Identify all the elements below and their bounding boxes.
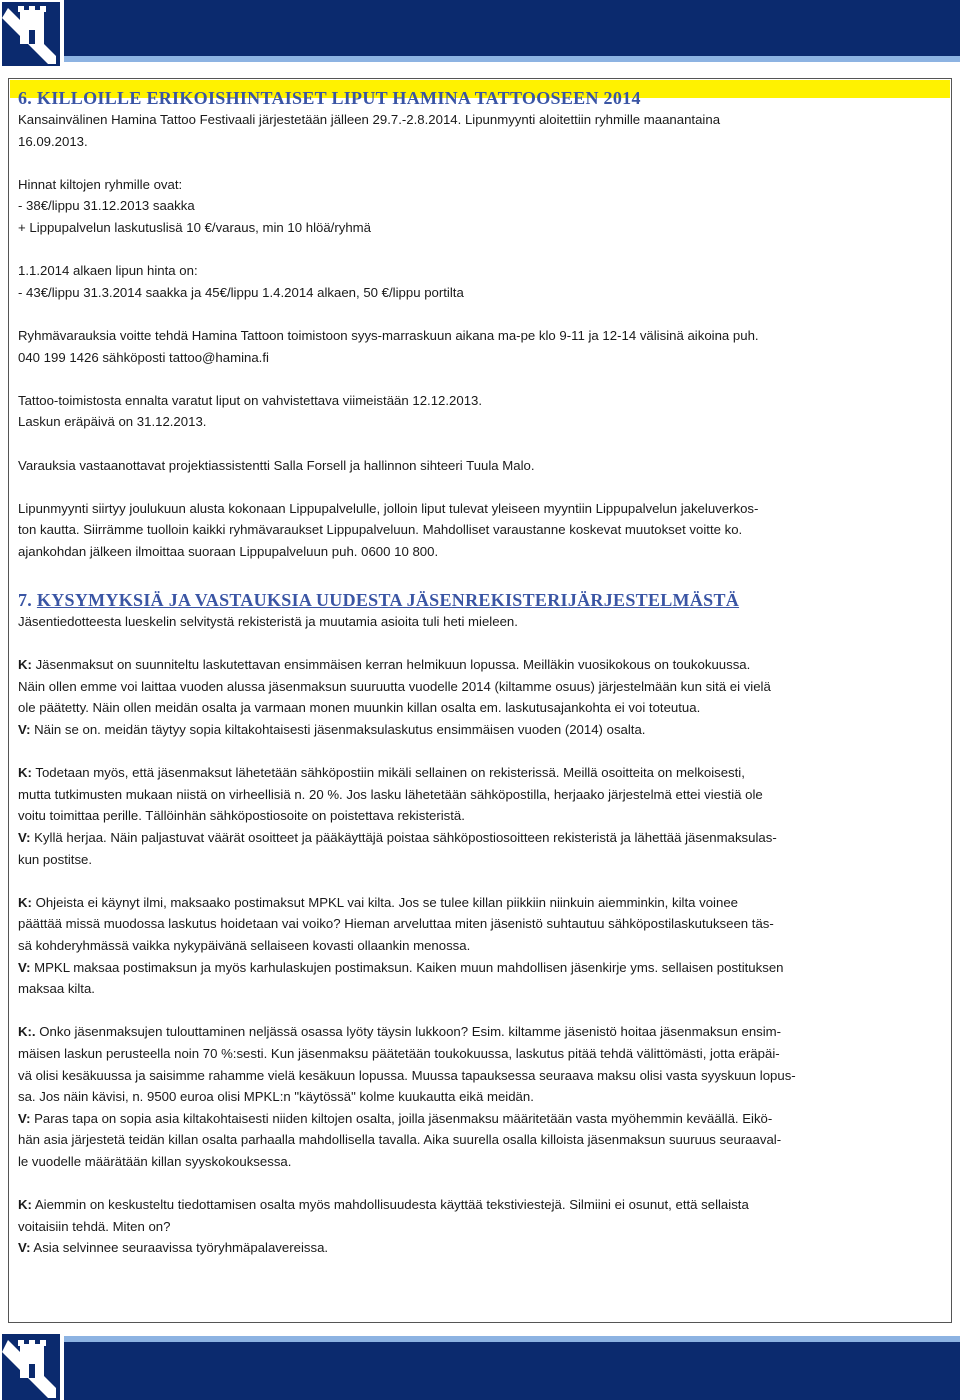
question-text: sä kohderyhmässä vaikka nykypäivänä sellaiseen kovasti ollaankin menossa. xyxy=(18,937,471,953)
answer-label: V: xyxy=(18,1110,31,1126)
question-text: voitu toimittaa perille. Tällöinhän sähköpostiosoite on poistettava rekisteristä. xyxy=(18,808,465,824)
question-line xyxy=(18,784,946,806)
answer-line xyxy=(18,719,946,741)
intro-line-2: 16.09.2013. xyxy=(18,133,88,149)
answer-line xyxy=(18,1129,946,1151)
question-label: K:. xyxy=(18,1024,36,1040)
section-7-intro: Jäsentiedotteesta lueskelin selvitystä rekisteristä ja muutamia asioita tuli heti mieleen. xyxy=(18,614,518,630)
intro-line-1: Kansainvälinen Hamina Tattoo Festivaali järjestetään jälleen 29.7.-2.8.2014. Lipunmyynti aloitettiin ryhmille maanantaina xyxy=(18,112,721,127)
question-line xyxy=(18,1021,946,1043)
answer-line xyxy=(18,1151,946,1173)
castle-tower-crest-icon xyxy=(0,1330,64,1400)
price-2014-heading: 1.1.2014 alkaen lipun hinta on: xyxy=(18,263,198,279)
answer-text: Paras tapa on sopia asia kiltakohtaisesti niiden kiltojen osalta, joilla jäsenmaksu määritetään vasta myöhemmin keväällä. Eikö- xyxy=(30,1110,773,1126)
question-text: ole päätetty. Näin ollen meidän osalta ja varmaan monen muunkin killan osalta em. laskutusajankohta ei voi toteutua. xyxy=(18,700,701,716)
question-label: K: xyxy=(18,1197,32,1213)
answer-text: kun postitse. xyxy=(18,851,93,867)
answer-line xyxy=(18,827,946,849)
section-7 xyxy=(18,590,946,1259)
question-text: päättää missä muodossa laskutus hoidetaan vai voiko? Hieman arveluttaa miten jäsenistö suhtautuu sähköpostilaskutukseen täs- xyxy=(18,916,774,932)
question-text: Jäsenmaksut on suunniteltu laskutettavan ensimmäisen kerran helmikuun lopussa. Meilläkin vuosikokous on toukokuussa. xyxy=(31,657,751,673)
confirm-line-1: Tattoo-toimistosta ennalta varatut liput on vahvistettava viimeistään 12.12.2013. xyxy=(18,392,483,408)
section-6 xyxy=(18,88,946,562)
confirm-line-2: Laskun eräpäivä on 31.12.2013. xyxy=(18,414,207,430)
section-7-heading-text: KYSYMYKSIÄ JA VASTAUKSIA UUDESTA JÄSENREKISTERIJÄRJESTELMÄSTÄ xyxy=(36,590,740,611)
question-text: vä olisi kesäkuussa ja saisimme rahamme vielä kesäkuun lopussa. Muussa tapauksessa seuraava maksu olisi vasta syyskuun lopus- xyxy=(18,1067,796,1083)
transfer-line-2: ton kautta. Siirrämme tuolloin kaikki ryhmävaraukset Lippupalveluun. Mahdolliset varaustanne koskevat muutokset voitte ko. xyxy=(18,522,743,538)
question-line xyxy=(18,762,946,784)
question-label: K: xyxy=(18,894,32,910)
contacts-line: Varauksia vastaanottavat projektiassistentti Salla Forsell ja hallinnon sihteeri Tuula Malo. xyxy=(18,457,535,473)
price-line-3: - 43€/lippu 31.3.2014 saakka ja 45€/lippu 1.4.2014 alkaen, 50 €/lippu portilta xyxy=(18,284,464,300)
answer-label: V: xyxy=(18,959,31,975)
answer-text: le vuodelle määrätään killan syyskokouksessa. xyxy=(18,1153,292,1169)
answer-text: Näin se on. meidän täytyy sopia kiltakohtaisesti jäsenmaksulaskutus ensimmäisen vuoden (2014) osalta. xyxy=(30,722,646,738)
reservation-line-2: 040 199 1426 sähköposti tattoo@hamina.fi xyxy=(18,349,269,365)
answer-label: V: xyxy=(18,830,31,845)
top-accent-stripe xyxy=(60,56,960,62)
answer-line xyxy=(18,1237,946,1259)
answer-label: V: xyxy=(18,722,31,738)
qa-item xyxy=(18,1194,946,1259)
question-line xyxy=(18,935,946,957)
question-line xyxy=(18,1065,946,1087)
section-7-number: 7. xyxy=(18,590,37,611)
question-line xyxy=(18,913,946,935)
question-text: Todetaan myös, että jäsenmaksut lähetetään sähköpostiin mikäli sellainen on rekisterissä. Meillä osoitteita on melkoisesti, xyxy=(31,765,745,781)
answer-text: maksaa kilta. xyxy=(18,981,95,997)
price-line-1: - 38€/lippu 31.12.2013 saakka xyxy=(18,198,195,214)
answer-text: MPKL maksaa postimaksun ja myös karhulaskujen postimaksun. Kaiken muun mahdollisen jäsenkirje yms. sellaisen postituksen xyxy=(30,959,784,975)
question-line xyxy=(18,1086,946,1108)
prices-heading: Hinnat kiltojen ryhmille ovat: xyxy=(18,176,183,192)
bottom-navy-band xyxy=(60,1342,960,1400)
qa-item xyxy=(18,892,946,1000)
qa-item xyxy=(18,762,946,870)
top-banner xyxy=(0,0,960,70)
answer-text: Kyllä herjaa. Näin paljastuvat väärät osoitteet ja pääkäyttäjä poistaa sähköpostiosoitteen rekisteristä ja lähettää jäsenmaksulas- xyxy=(30,830,777,845)
transfer-line-1: Lipunmyynti siirtyy joulukuun alusta kokonaan Lippupalvelulle, jolloin liput tulevat yleiseen myyntiin Lippupalvelun jakeluverkos- xyxy=(18,500,759,516)
qa-item xyxy=(18,1021,946,1172)
question-text: Aiemmin on keskusteltu tiedottamisen osalta myös mahdollisuudesta käyttää tekstiviestejä. Silmiini ei osunut, että sellaista xyxy=(31,1197,749,1213)
answer-text: Asia selvinnee seuraavissa työryhmäpalavereissa. xyxy=(30,1240,329,1256)
price-line-2: + Lippupalvelun laskutuslisä 10 €/varaus, min 10 hlöä/ryhmä xyxy=(18,219,371,235)
qa-item xyxy=(18,654,946,740)
answer-line xyxy=(18,957,946,979)
question-line xyxy=(18,1043,946,1065)
question-line xyxy=(18,654,946,676)
question-line xyxy=(18,1216,946,1238)
question-text: Onko jäsenmaksujen tulouttaminen neljässä osassa lyöty täysin lukkoon? Esim. kiltamme jäsenistö hoitaa jäsenmaksun ensim- xyxy=(35,1024,782,1040)
question-text: sa. Jos näin kävisi, n. 9500 euroa olisi MPKL:n "käytössä" kolme kuukautta eikä meidän. xyxy=(18,1089,534,1105)
question-line xyxy=(18,892,946,914)
question-label: K: xyxy=(18,765,32,781)
answer-line xyxy=(18,849,946,871)
qa-list xyxy=(18,654,946,1259)
transfer-line-3: ajankohdan jälkeen ilmoittaa suoraan Lippupalveluun puh. 0600 10 800. xyxy=(18,543,439,559)
answer-line xyxy=(18,1108,946,1130)
reservation-line-1: Ryhmävarauksia voitte tehdä Hamina Tattoon toimistoon syys-marraskuun aikana ma-pe klo 9-11 ja 12-14 välisinä aikoina puh. xyxy=(18,327,759,343)
document-body xyxy=(18,88,946,1259)
answer-label: V: xyxy=(18,1240,31,1256)
question-line xyxy=(18,676,946,698)
answer-line xyxy=(18,978,946,1000)
bottom-banner xyxy=(0,1330,960,1400)
section-7-title xyxy=(18,590,946,611)
answer-text: hän asia järjestetä teidän killan osalta parhaalla mahdollisella tavalla. Aika suurella osalla killoista jäsenmaksun suuruus seuraaval- xyxy=(18,1132,782,1148)
question-label: K: xyxy=(18,657,32,673)
question-text: mutta tutkimusten mukaan niistä on virheellisiä n. 20 %. Jos lasku lähetetään sähköpostilla, herjaako järjestelmä ettei viestiä ole xyxy=(18,786,763,802)
top-navy-band xyxy=(60,0,960,56)
question-line xyxy=(18,1194,946,1216)
question-text: Näin ollen emme voi laittaa vuoden alussa jäsenmaksun suuruutta vuodelle 2014 (kiltamme osuus) järjestelmään kun sitä ei vielä xyxy=(18,678,771,694)
section-6-title: 6. KILLOILLE ERIKOISHINTAISET LIPUT HAMINA TATTOOSEEN 2014 xyxy=(18,88,641,108)
question-line xyxy=(18,697,946,719)
question-line xyxy=(18,805,946,827)
question-text: Ohjeista ei käynyt ilmi, maksaako postimaksut MPKL vai kilta. Jos se tulee killan piikkiin niinkuin aiemminkin, kilta voinee xyxy=(31,894,738,910)
question-text: mäisen laskun perusteella noin 70 %:sesti. Kun jäsenmaksu päätetään toukokuussa, laskutus pitää tehdä välittömästi, jotta eräpäi- xyxy=(18,1045,780,1061)
question-text: voitaisiin tehdä. Miten on? xyxy=(18,1218,171,1234)
castle-tower-crest-icon xyxy=(0,0,64,70)
